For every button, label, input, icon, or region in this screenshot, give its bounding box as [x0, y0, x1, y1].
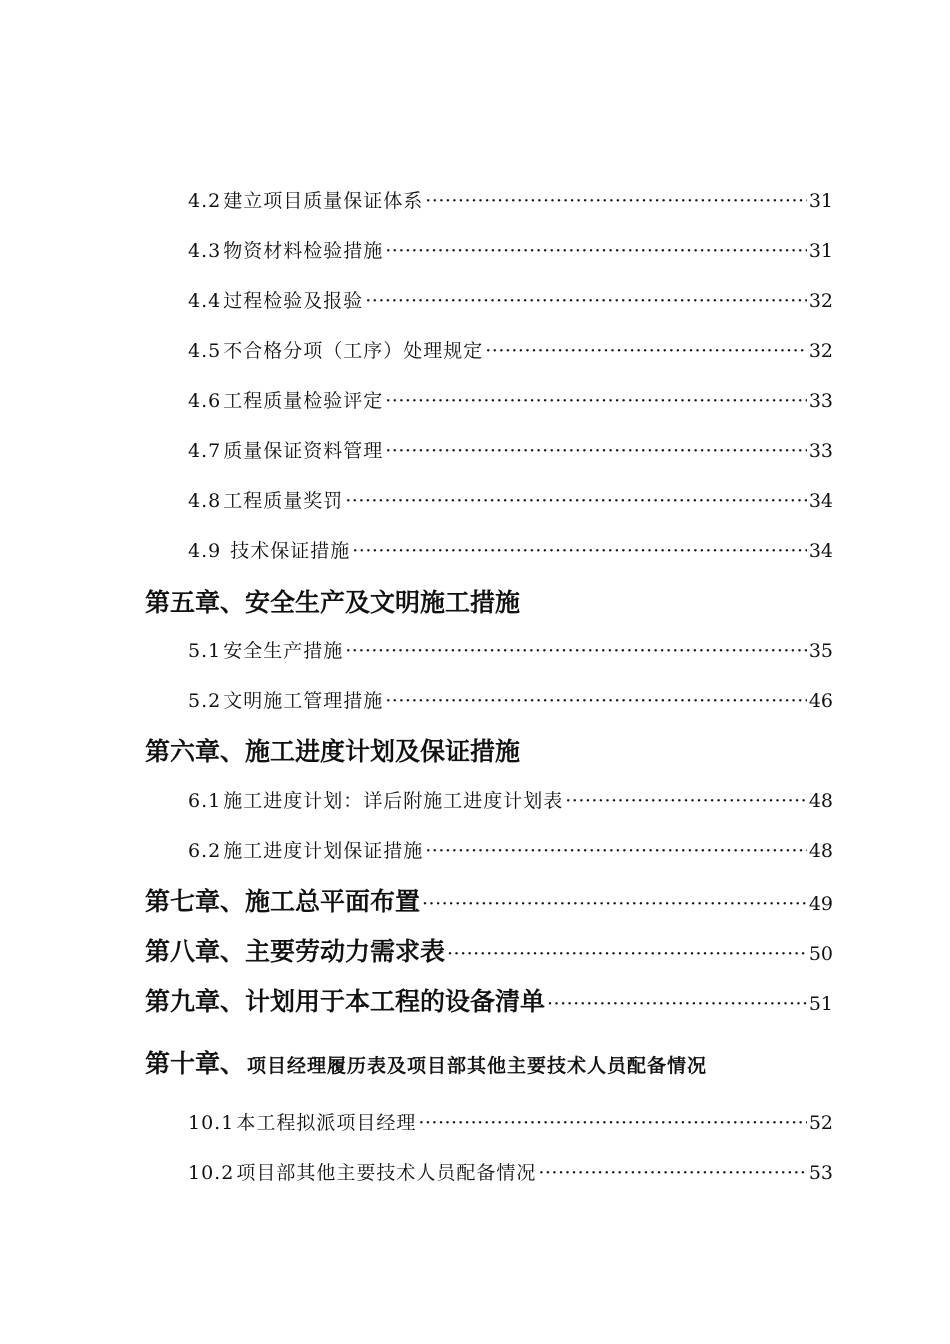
- page-number: 32: [808, 290, 833, 312]
- section-title: 安全生产措施: [223, 640, 344, 662]
- section-title: 不合格分项（工序）处理规定: [223, 340, 484, 362]
- chapter-title: 第八章、主要劳动力需求表: [145, 937, 446, 966]
- section-number: 6.1: [188, 790, 222, 812]
- dot-leader: [385, 442, 807, 461]
- chapter-title: 第九章、计划用于本工程的设备清单: [145, 987, 546, 1016]
- toc-entry-4-9[interactable]: [188, 536, 833, 563]
- section-title: 技术保证措施: [223, 540, 351, 562]
- chapter-title: 第十章、: [145, 1049, 246, 1078]
- section-title: 本工程拟派项目经理: [236, 1112, 417, 1134]
- toc-entry-4-3[interactable]: [188, 236, 833, 263]
- section-title: 建立项目质量保证体系: [223, 190, 424, 212]
- toc-entry-10-2[interactable]: [188, 1158, 833, 1185]
- dot-leader: [565, 792, 807, 811]
- dot-leader: [447, 945, 807, 964]
- toc-entry-4-2[interactable]: [188, 186, 833, 213]
- dot-leader: [385, 392, 807, 411]
- page-number: 50: [808, 943, 833, 965]
- toc-chapter-5[interactable]: [145, 583, 833, 619]
- section-number: 4.3: [188, 240, 222, 262]
- toc-chapter-7[interactable]: [145, 882, 833, 918]
- dot-leader: [418, 1114, 806, 1133]
- section-number: 10.1: [188, 1112, 235, 1134]
- dot-leader: [485, 342, 807, 361]
- page-number: 33: [808, 390, 833, 412]
- section-number: 5.1: [188, 640, 222, 662]
- toc-entry-5-1[interactable]: [188, 636, 833, 663]
- toc-chapter-8[interactable]: [145, 932, 833, 968]
- toc-entry-5-2[interactable]: [188, 686, 833, 713]
- section-number: 4.4: [188, 290, 222, 312]
- toc-entry-4-7[interactable]: [188, 436, 833, 463]
- dot-leader: [345, 492, 807, 511]
- section-title: 项目部其他主要技术人员配备情况: [236, 1162, 537, 1184]
- page-number: 52: [808, 1112, 833, 1134]
- section-title: 工程质量检验评定: [223, 390, 384, 412]
- page-number: 34: [808, 540, 833, 562]
- dot-leader: [538, 1164, 806, 1183]
- section-number: 4.9: [188, 540, 222, 562]
- section-number: 4.6: [188, 390, 222, 412]
- dot-leader: [365, 292, 807, 311]
- page-number: 46: [808, 690, 833, 712]
- toc-entry-4-5[interactable]: [188, 336, 833, 363]
- section-number: 5.2: [188, 690, 222, 712]
- section-number: 10.2: [188, 1162, 235, 1184]
- toc-entry-4-4[interactable]: [188, 286, 833, 313]
- toc-chapter-10[interactable]: [145, 1044, 833, 1080]
- dot-leader: [422, 895, 807, 914]
- toc-entry-4-8[interactable]: [188, 486, 833, 513]
- section-title: 施工进度计划保证措施: [223, 840, 424, 862]
- chapter-title-continued: 项目经理履历表及项目部其他主要技术人员配备情况: [247, 1055, 708, 1077]
- section-title: 文明施工管理措施: [223, 690, 384, 712]
- dot-leader: [425, 192, 807, 211]
- section-title: 过程检验及报验: [223, 290, 364, 312]
- page-number: 51: [808, 993, 833, 1015]
- dot-leader: [425, 842, 807, 861]
- section-number: 4.5: [188, 340, 222, 362]
- dot-leader: [385, 242, 807, 261]
- page-number: 49: [808, 893, 833, 915]
- page-number: 31: [808, 190, 833, 212]
- toc-entry-4-6[interactable]: [188, 386, 833, 413]
- section-number: 4.8: [188, 490, 222, 512]
- toc-entry-6-1[interactable]: [188, 786, 833, 813]
- toc-chapter-9[interactable]: [145, 982, 833, 1018]
- section-number: 4.2: [188, 190, 222, 212]
- toc-entry-10-1[interactable]: [188, 1108, 833, 1135]
- page-number: 48: [808, 840, 833, 862]
- dot-leader: [547, 995, 807, 1014]
- section-number: 6.2: [188, 840, 222, 862]
- chapter-title: 第五章、安全生产及文明施工措施: [145, 588, 521, 617]
- toc-chapter-6[interactable]: [145, 732, 833, 768]
- page-number: 53: [808, 1162, 833, 1184]
- chapter-title: 第七章、施工总平面布置: [145, 887, 421, 916]
- chapter-title: 第六章、施工进度计划及保证措施: [145, 737, 521, 766]
- section-title: 施工进度计划：详后附施工进度计划表: [223, 790, 564, 812]
- page-number: 31: [808, 240, 833, 262]
- section-number: 4.7: [188, 440, 222, 462]
- page-number: 32: [808, 340, 833, 362]
- dot-leader: [345, 642, 807, 661]
- page-number: 34: [808, 490, 833, 512]
- section-title: 工程质量奖罚: [223, 490, 344, 512]
- page-number: 48: [808, 790, 833, 812]
- section-title: 质量保证资料管理: [223, 440, 384, 462]
- toc-entry-6-2[interactable]: [188, 836, 833, 863]
- dot-leader: [352, 542, 807, 561]
- page-number: 35: [808, 640, 833, 662]
- dot-leader: [385, 692, 807, 711]
- page-number: 33: [808, 440, 833, 462]
- section-title: 物资材料检验措施: [223, 240, 384, 262]
